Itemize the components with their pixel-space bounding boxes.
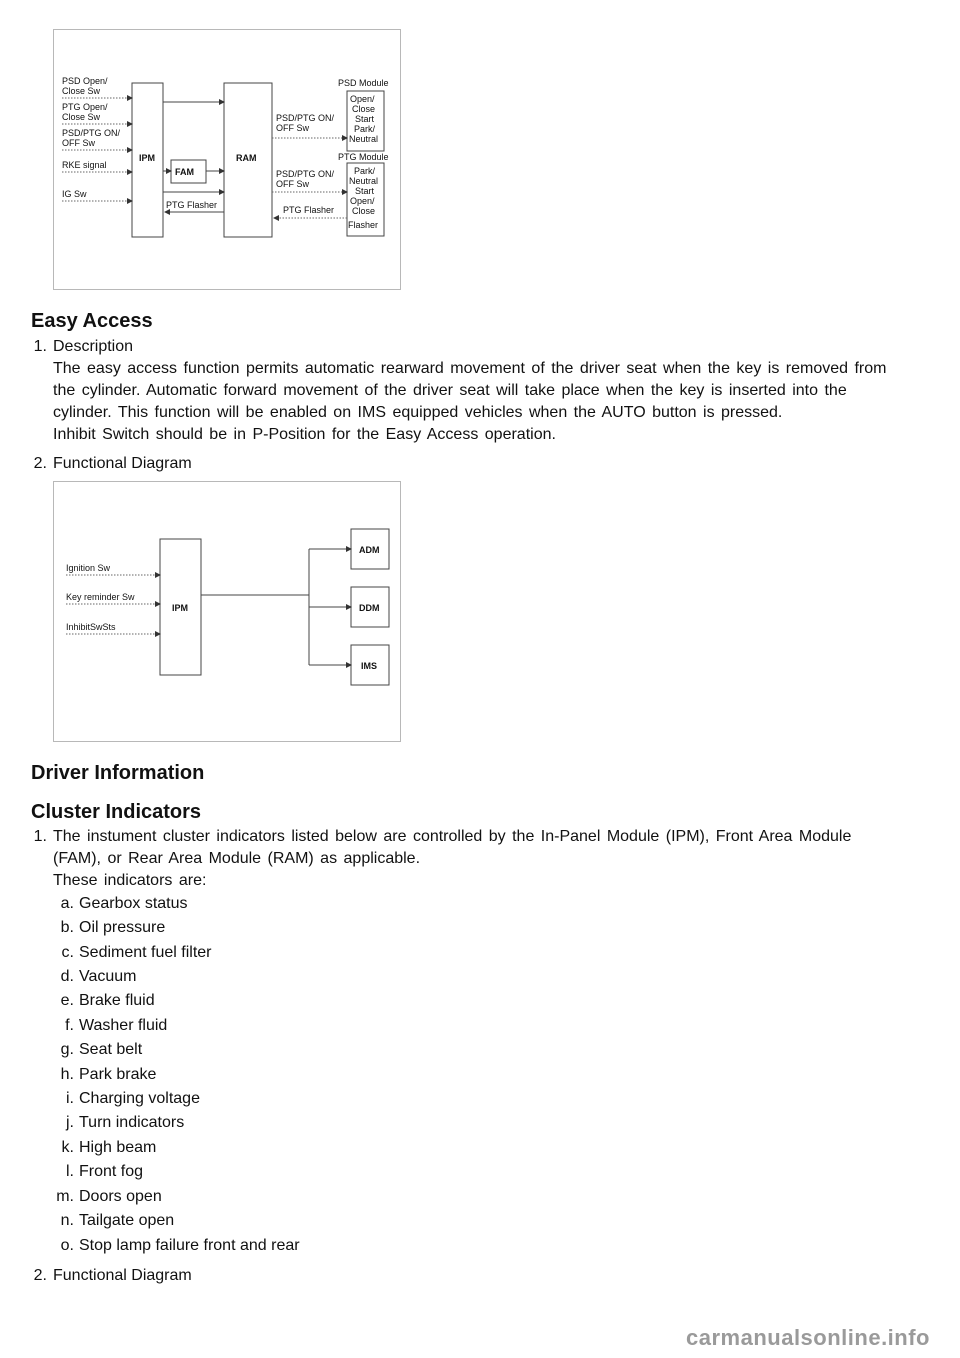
list-number: 2. (33, 455, 47, 472)
psd-ptg-functional-diagram (53, 29, 401, 290)
psd-ptg-diagram-svg (54, 30, 400, 289)
input-label: PSD Open/ (62, 76, 108, 86)
list-letter: j. (66, 1114, 74, 1131)
cluster-line: These indicators are: (53, 872, 207, 889)
ptg-module-item: Flasher (348, 220, 379, 230)
input-label: PSD/PTG ON/ (62, 128, 121, 138)
input-label: RKE signal (62, 160, 107, 170)
easy-access-line: Inhibit Switch should be in P-Position for the Easy Access operation. (53, 426, 556, 443)
indicator-item: High beam (79, 1139, 157, 1156)
ptg-module-item: Open/ (350, 196, 375, 206)
psd-module-item: Neutral (349, 134, 379, 144)
indicator-item: Park brake (79, 1066, 157, 1083)
input-label: Close Sw (62, 86, 101, 96)
indicator-item: Front fog (79, 1163, 144, 1180)
cluster-indicators-heading: Cluster Indicators (31, 801, 202, 823)
easy-access-diagram-svg (54, 482, 400, 741)
input-label: PTG Open/ (62, 102, 108, 112)
list-letter: k. (61, 1139, 74, 1156)
ptg-flasher-left-label: PTG Flasher (166, 200, 218, 210)
input-label: InhibitSwSts (66, 622, 116, 632)
list-number: 1. (33, 828, 47, 845)
input-label: IG Sw (62, 189, 87, 199)
ipm-label: IPM (139, 153, 156, 163)
input-label: Key reminder Sw (66, 592, 135, 602)
ddm-label: DDM (359, 603, 380, 613)
functional-diagram-title: Functional Diagram (53, 455, 192, 472)
input-label: Close Sw (62, 112, 101, 122)
easy-access-line: The easy access function permits automatic rearward movement of the driver seat when the key is removed from (53, 360, 887, 377)
psd-module-item: Park/ (354, 124, 376, 134)
cluster-line: (FAM), or Rear Area Module (RAM) as applicable. (53, 850, 421, 867)
list-letter: m. (56, 1188, 74, 1205)
psd-module-item: Start (355, 114, 375, 124)
list-letter: g. (60, 1041, 74, 1058)
indicator-item: Doors open (79, 1188, 162, 1205)
ptg-module-item: Neutral (349, 176, 379, 186)
input-label: Ignition Sw (66, 563, 111, 573)
list-letter: b. (60, 919, 74, 936)
site-watermark: carmanualsonline.info (686, 1325, 930, 1350)
list-letter: n. (60, 1212, 74, 1229)
list-letter: o. (60, 1237, 74, 1254)
list-letter: e. (60, 992, 74, 1009)
indicator-item: Oil pressure (79, 919, 166, 936)
easy-access-heading: Easy Access (31, 310, 153, 332)
ptg-module-item: Park/ (354, 166, 376, 176)
list-letter: d. (60, 968, 74, 985)
psd-line-label: PSD/PTG ON/ (276, 113, 335, 123)
indicator-item: Brake fluid (79, 992, 155, 1009)
list-letter: i. (66, 1090, 74, 1107)
indicator-item: Washer fluid (79, 1017, 168, 1034)
indicator-item: Sediment fuel filter (79, 944, 212, 961)
indicator-item: Turn indicators (79, 1114, 185, 1131)
adm-label: ADM (359, 545, 380, 555)
list-number: 2. (33, 1267, 47, 1284)
indicator-item: Stop lamp failure front and rear (79, 1237, 300, 1254)
input-label: OFF Sw (62, 138, 95, 148)
ptg-module-title: PTG Module (338, 152, 389, 162)
psd-line-label: OFF Sw (276, 123, 309, 133)
list-letter: h. (60, 1066, 74, 1083)
cluster-line: The instument cluster indicators listed below are controlled by the In-Panel Module (IPM), Front Area Module (53, 828, 852, 845)
list-letter: f. (65, 1017, 74, 1034)
easy-access-line: cylinder. This function will be enabled on IMS equipped vehicles when the AUTO button is pressed. (53, 404, 783, 421)
list-letter: l. (66, 1163, 74, 1180)
ptg-module-item: Close (352, 206, 376, 216)
description-title: Description (53, 338, 134, 355)
psd-module-title: PSD Module (338, 78, 389, 88)
ptg-line-label: OFF Sw (276, 179, 309, 189)
ptg-module-item: Start (355, 186, 375, 196)
indicator-item: Charging voltage (79, 1090, 200, 1107)
indicator-item: Vacuum (79, 968, 137, 985)
driver-information-heading: Driver Information (31, 762, 205, 784)
list-number: 1. (33, 338, 47, 355)
easy-access-line: the cylinder. Automatic forward movement of the driver seat will take place when the key is inserted into the (53, 382, 847, 399)
indicator-item: Gearbox status (79, 895, 188, 912)
ims-label: IMS (361, 661, 378, 671)
indicator-item: Seat belt (79, 1041, 143, 1058)
ipm-label: IPM (172, 603, 189, 613)
indicator-item: Tailgate open (79, 1212, 175, 1229)
list-letter: c. (61, 944, 74, 961)
ptg-flasher-right-label: PTG Flasher (283, 205, 335, 215)
fam-label: FAM (175, 167, 194, 177)
psd-module-item: Close (352, 104, 376, 114)
psd-module-item: Open/ (350, 94, 375, 104)
easy-access-functional-diagram (53, 481, 401, 742)
functional-diagram-title: Functional Diagram (53, 1267, 192, 1284)
ptg-line-label: PSD/PTG ON/ (276, 169, 335, 179)
ram-label: RAM (236, 153, 257, 163)
list-letter: a. (60, 895, 74, 912)
